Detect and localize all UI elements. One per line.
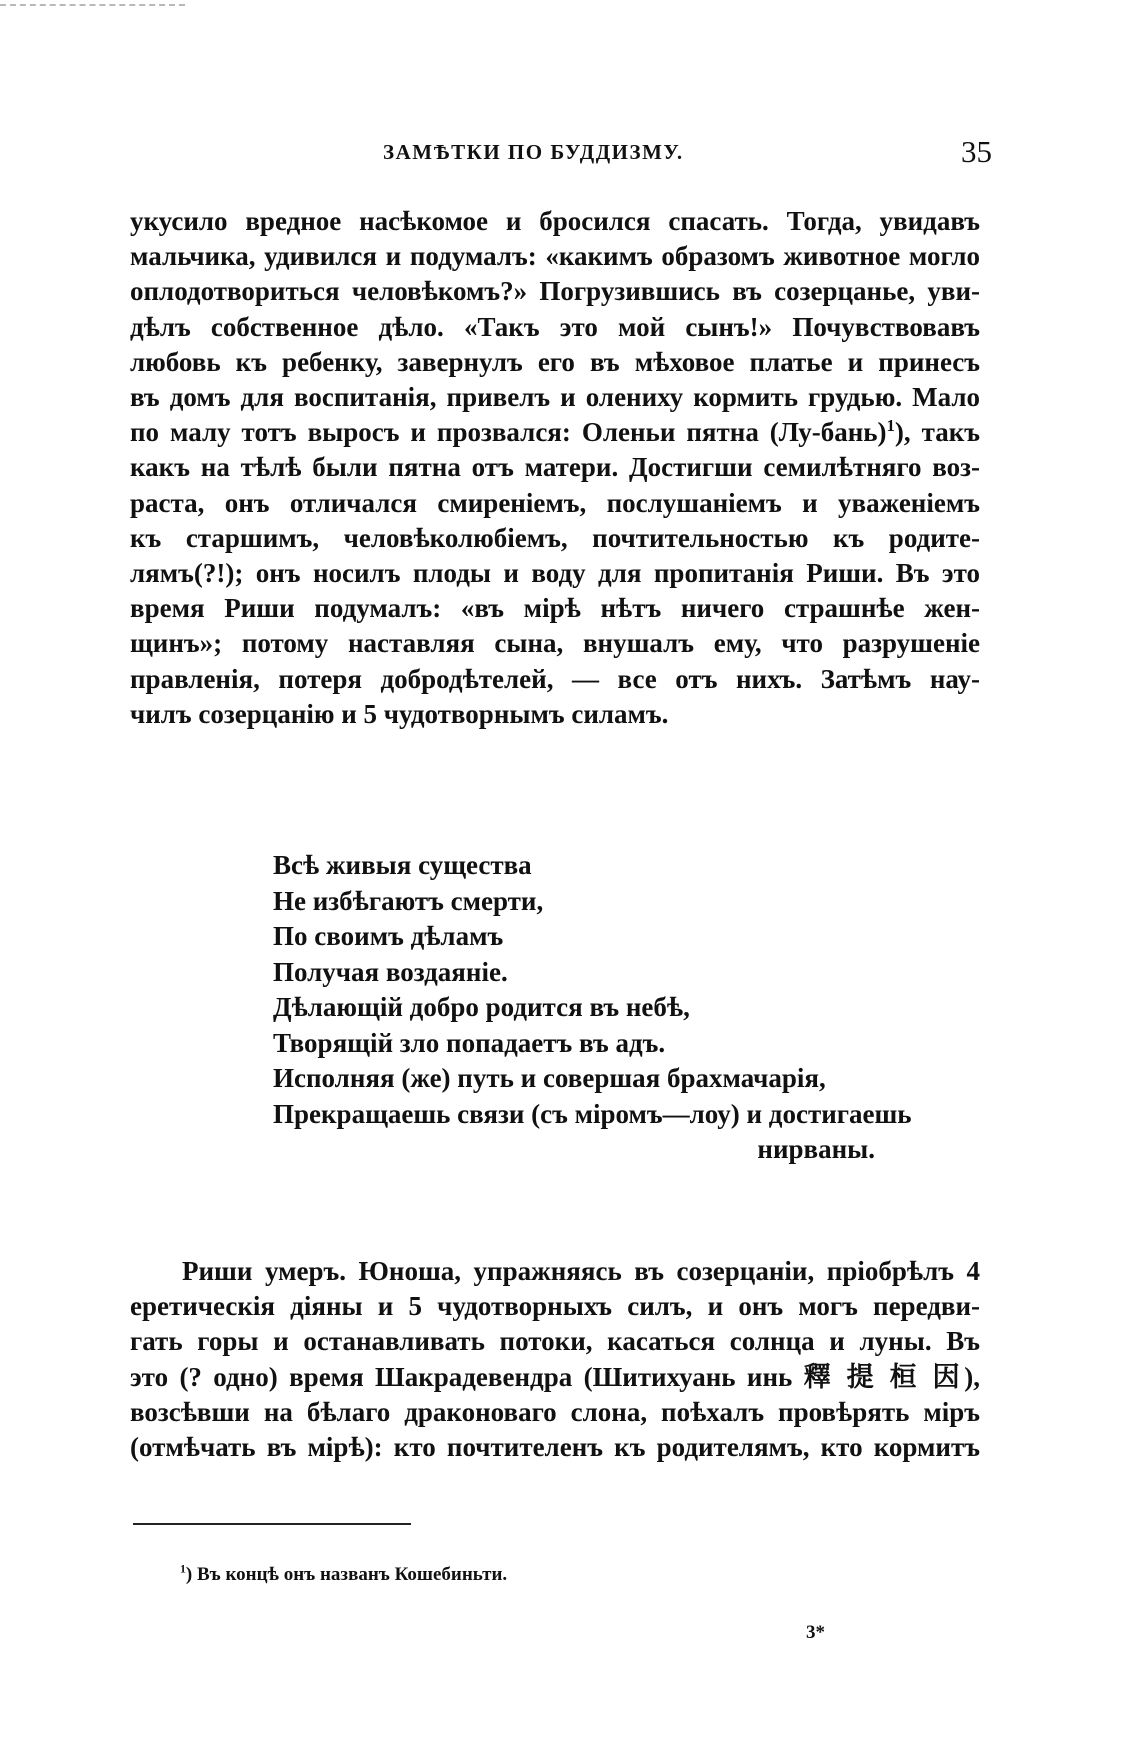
verse-line: Дѣлающій добро родится въ небѣ, (273, 992, 690, 1022)
page-number: 35 (961, 134, 992, 169)
text-segment: по малу тотъ выросъ и прозвался: Оленьи пятна (Лу-бань) (130, 417, 887, 448)
text-line: гать горы и останавливать потоки, касаться солнца и луны. Въ (130, 1326, 980, 1357)
verse-line: Прекращаешь связи (съ міромъ—лоу) и достигаешь (273, 1098, 912, 1129)
text-line: укусило вредное насѣкомое и бросился спасать. Тогда, увидавъ (130, 206, 980, 236)
verse-block (273, 848, 993, 1168)
text-line: оплодотвориться человѣкомъ?» Погрузившись въ созерцанье, уви- (130, 276, 980, 307)
text-line: это (? одно) время Шакрадевендра (Шитихуань инь 釋 提 桓 因), (130, 1361, 980, 1392)
text-line: правленія, потеря добродѣтелей, — все отъ нихъ. Затѣмъ нау- (130, 663, 980, 694)
verse-line: Творящій зло попадаетъ въ адъ. (273, 1027, 666, 1058)
footnote-divider (133, 1523, 411, 1525)
signature-mark: 3* (806, 1622, 825, 1643)
verse-line: Получая воздаяніе. (273, 956, 508, 987)
paragraph-1 (130, 204, 980, 732)
footnote (180, 1564, 507, 1586)
text-line: возсѣвши на бѣлаго драконоваго слона, поѣхалъ провѣрять міръ (130, 1396, 980, 1427)
footnote-text: ) Въ концѣ онъ названъ Кошебиньти. (185, 1564, 508, 1585)
running-head (130, 134, 992, 172)
verse-line: Не избѣгаютъ смерти, (273, 885, 544, 916)
text-line: какъ на тѣлѣ были пятна отъ матери. Достигши семилѣтняго воз- (130, 452, 980, 483)
text-line: любовь къ ребенку, завернулъ его въ мѣховое платье и принесъ (130, 346, 980, 377)
verse-line: Всѣ живыя существа (273, 850, 532, 880)
verse-continuation: нирваны. (757, 1134, 875, 1164)
text-line: Риши умеръ. Юноша, упражняясь въ созерцаніи, пріобрѣлъ 4 (182, 1256, 980, 1286)
footnote-marker: 1 (180, 1562, 186, 1576)
text-line: (отмѣчать въ мірѣ): кто почтителенъ къ родителямъ, кто кормитъ (130, 1432, 980, 1463)
footnote-reference: 1 (886, 416, 895, 436)
verse-line: По своимъ дѣламъ (273, 921, 504, 951)
text-line: время Риши подумалъ: «въ мірѣ нѣтъ ничего страшнѣе жен- (130, 593, 980, 624)
paragraph-2 (130, 1254, 980, 1465)
text-segment: ), такъ (894, 417, 980, 448)
text-line: щинъ»; потому наставляя сына, внушалъ ему, что разрушеніе (130, 628, 980, 659)
text-line: дѣлъ собственное дѣло. «Такъ это мой сынъ!» Почувствовавъ (130, 311, 980, 342)
text-line: еретическія діяны и 5 чудотворныхъ силъ, и онъ могъ передви- (130, 1291, 980, 1322)
running-head-title: ЗАМѢТКИ ПО БУДДИЗМУ. (383, 140, 684, 164)
text-line: лямъ(?!); онъ носилъ плоды и воду для пропитанія Риши. Въ это (130, 558, 980, 589)
text-line: къ старшимъ, человѣколюбіемъ, почтительностью къ родите- (130, 522, 980, 553)
scan-edge-mark (0, 4, 185, 6)
verse-line: Исполняя (же) путь и совершая брахмачарія, (273, 1063, 826, 1093)
text-line-with-footnote-ref (130, 415, 980, 450)
text-line: въ домъ для воспитанія, привелъ и олениху кормить грудью. Мало (130, 382, 980, 413)
text-line: мальчика, удивился и подумалъ: «какимъ образомъ животное могло (130, 241, 980, 272)
text-line: чилъ созерцанію и 5 чудотворнымъ силамъ. (130, 698, 669, 729)
text-line: раста, онъ отличался смиреніемъ, послушаніемъ и уваженіемъ (130, 487, 980, 518)
